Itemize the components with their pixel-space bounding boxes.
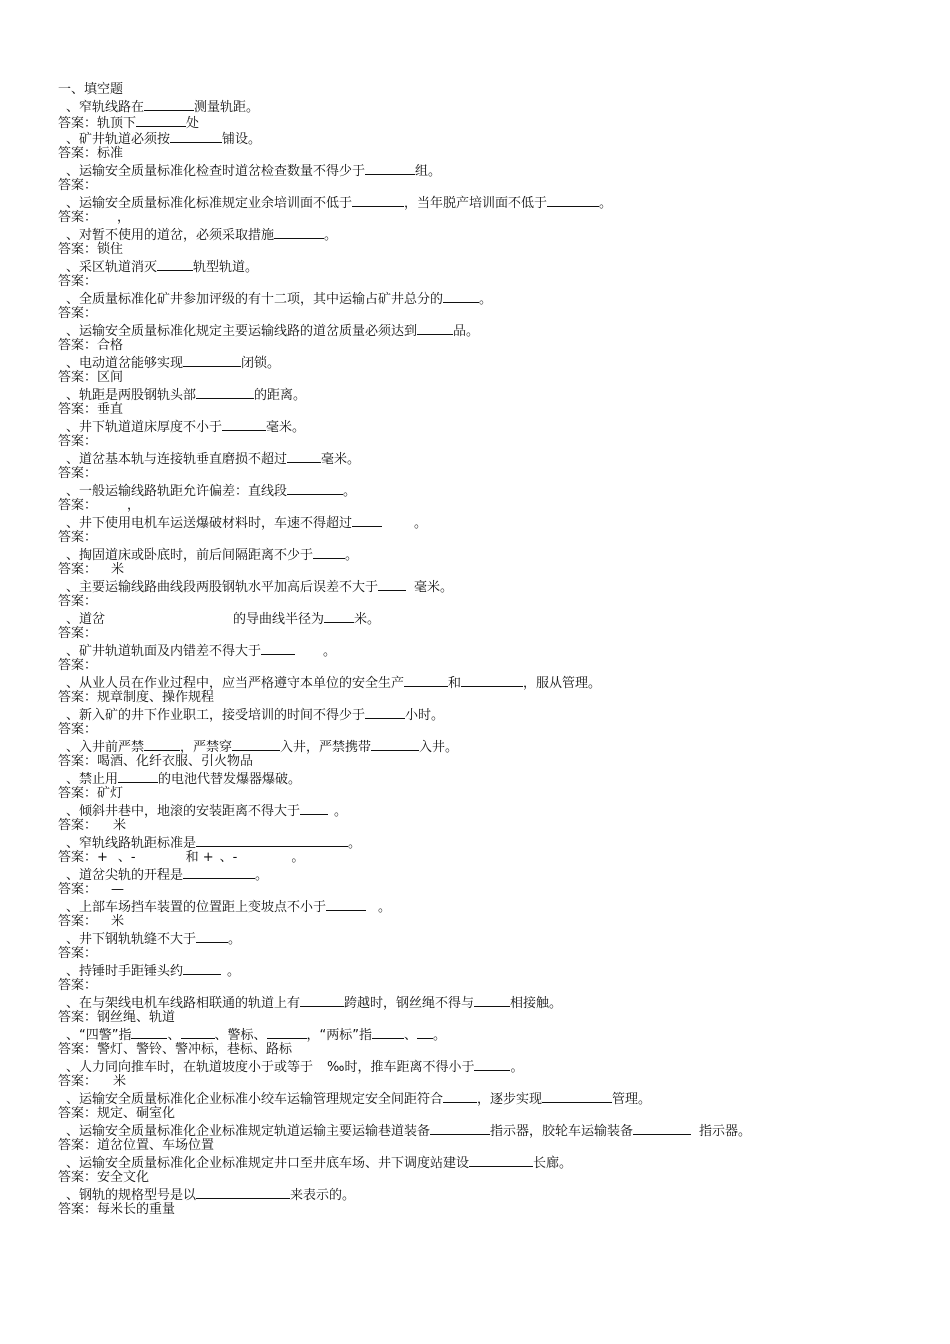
answer-line [58,658,928,674]
question-line [58,290,928,306]
text-segment: 答案： [58,658,98,673]
question-line [58,162,928,178]
text-segment: 。 [255,868,269,883]
text-segment: 、新入矿的井下作业职工，接受培训的时间不得少于 [66,708,366,723]
text-segment: 米 [113,1074,127,1089]
fill-in-blank [352,194,404,207]
answer-line [58,562,928,578]
fill-in-blank [170,130,222,143]
text-segment: 答案： [58,914,98,929]
text-segment: 、井下轨道道床厚度不小于 [66,420,223,435]
text-segment: 答案： [58,306,98,321]
text-segment: 答案： [58,434,98,449]
fill-in-blank [196,386,254,399]
text-segment: 、“四警”指 [66,1028,132,1043]
text-segment: 答案： [58,530,98,545]
text-segment: 答案： [58,722,98,737]
text-segment: 管理。 [612,1092,652,1107]
text-segment: 小时。 [405,708,445,723]
text-segment: 答案： [58,818,98,833]
fill-in-blank [196,1186,290,1199]
answer-line [58,146,928,162]
fill-in-blank [118,770,158,783]
text-segment: 、窄轨线路在 [66,100,145,115]
question-line [58,706,928,722]
fill-in-blank [461,674,523,687]
question-line [58,226,928,242]
question-line [58,386,928,402]
answer-line [58,594,928,610]
text-segment: 的导曲线半径为 [233,612,325,627]
fill-in-blank [131,1026,167,1039]
text-segment: 、从业人员在作业过程中，应当严格遵守本单位的安全生产 [66,676,405,691]
answer-line [58,338,928,354]
question-line [58,546,928,562]
section-title: 一、填空题 [58,82,124,97]
text-segment: 、全质量标准化矿井参加评级的有十二项，其中运输占矿井总分的 [66,292,444,307]
answer-line [58,1106,928,1122]
answer-line [58,370,928,386]
text-segment: 品。 [453,324,480,339]
answer-line [58,530,928,546]
question-line [58,802,928,818]
fill-in-blank [547,194,599,207]
fill-in-blank [232,738,280,751]
fill-in-blank [144,98,194,111]
question-line [58,1026,928,1042]
text-segment: 米 [111,562,125,577]
fill-in-blank [313,546,345,559]
fill-in-blank [196,930,228,943]
fill-in-blank [300,802,328,815]
text-segment: 毫米。 [266,420,306,435]
text-segment: 、电动道岔能够实现 [66,356,184,371]
text-segment: 、上部车场挡车装置的位置距上变坡点不小于 [66,900,327,915]
answer-line [58,466,928,482]
text-segment: 、持锤时手距锤头约 [66,964,184,979]
fill-in-blank [261,642,295,655]
text-segment: 答案：规章制度、操作规程 [58,690,215,705]
fill-in-blank [352,514,382,527]
answer-line [58,1138,928,1154]
text-segment: 。 [227,964,241,979]
fill-in-blank [287,482,343,495]
text-segment: 、 [167,1028,181,1043]
text-segment: 。 [433,1028,447,1043]
fill-in-blank [443,1090,477,1103]
fill-in-blank [542,1090,612,1103]
text-segment: 。 [348,836,362,851]
text-segment: 答案： [58,210,98,225]
text-segment: 答案：+ [58,850,108,865]
text-segment: 答案： [58,274,98,289]
text-segment: — [111,882,125,897]
text-segment: 、运输安全质量标准化规定主要运输线路的道岔质量必须达到 [66,324,418,339]
text-segment: 、运输安全质量标准化企业标准规定井口至井底车场、井下调度站建设 [66,1156,470,1171]
fill-in-blank [324,610,354,623]
text-segment: 答案：喝酒、化纤衣服、引火物品 [58,754,254,769]
text-segment: 、运输安全质量标准化企业标准小绞车运输管理规定安全间距符合 [66,1092,444,1107]
question-line [58,578,928,594]
question-line [58,98,928,114]
fill-in-blank [430,1122,490,1135]
text-segment: 、井下钢轨轨缝不大于 [66,932,197,947]
text-segment: 。 [479,292,493,307]
text-segment: 处 [186,116,200,131]
text-segment: 。 [599,196,613,211]
fill-in-blank [183,354,241,367]
text-segment: 、轨距是两股钢轨头部 [66,388,197,403]
text-segment: 。 [510,1060,524,1075]
answer-line [58,946,928,962]
text-segment: ， [127,498,141,513]
answer-line [58,882,928,898]
text-segment: 答案：警灯、警铃、警冲标，巷标、路标 [58,1042,293,1057]
answer-line [58,786,928,802]
text-segment: 。 [291,850,305,865]
text-segment: 。 [378,900,392,915]
text-segment: 、入井前严禁 [66,740,145,755]
text-segment: 和 [448,676,462,691]
text-segment: 指示器，胶轮车运输装备 [490,1124,634,1139]
fill-in-blank [136,114,186,127]
text-segment: 米 [111,914,125,929]
text-segment: 、钢轨的规格型号是以 [66,1188,197,1203]
question-line [58,610,928,626]
text-segment: 答案：规定、硐室化 [58,1106,176,1121]
question-line [58,866,928,882]
text-segment: 答案：标准 [58,146,124,161]
answer-line [58,274,928,290]
answer-line [58,498,928,514]
fill-in-blank [365,162,415,175]
text-segment: 轨型轨道。 [193,260,259,275]
text-segment: 铺设。 [222,132,262,147]
question-line [58,834,928,850]
fill-in-blank [633,1122,691,1135]
text-segment: 入井，严禁携带 [280,740,372,755]
text-segment: 、矿井轨道轨面及内错差不得大于 [66,644,262,659]
fill-in-blank [222,418,266,431]
text-segment: ‰时，推车距离不得小于 [327,1060,475,1075]
text-segment: 答案：区间 [58,370,124,385]
answer-line [58,210,928,226]
text-segment: 答案：每米长的重量 [58,1202,176,1217]
text-segment: 毫米。 [414,580,454,595]
answer-line [58,626,928,642]
question-line [58,1154,928,1170]
question-line [58,642,928,658]
fill-in-blank [365,706,405,719]
question-line [58,1058,928,1074]
question-list [58,98,928,1218]
text-segment: 的电池代替发爆器爆破。 [158,772,302,787]
question-line [58,1186,928,1202]
text-segment: 答案：垂直 [58,402,124,417]
answer-line [58,114,928,130]
text-segment: 、运输安全质量标准化检查时道岔检查数量不得少于 [66,164,366,179]
fill-in-blank [287,450,321,463]
text-segment: 。 [323,644,337,659]
fill-in-blank [474,994,510,1007]
text-segment: ，严禁穿 [180,740,233,755]
text-segment: 、警标、 [214,1028,267,1043]
answer-line [58,434,928,450]
answer-line [58,402,928,418]
text-segment: 、运输安全质量标准化标准规定业余培训面不低于 [66,196,353,211]
fill-in-blank [378,578,406,591]
question-line [58,770,928,786]
question-line [58,1090,928,1106]
text-segment: ，“两标”指 [306,1028,372,1043]
text-segment: 、倾斜井巷中，地滚的安装距离不得大于 [66,804,301,819]
text-segment: 。 [343,484,357,499]
text-segment: 指示器。 [699,1124,752,1139]
text-segment: 答案：矿灯 [58,786,124,801]
text-segment: 、矿井轨道必须按 [66,132,171,147]
fill-in-blank [181,1026,215,1039]
text-segment: 、井下使用电机车运送爆破材料时，车速不得超过 [66,516,353,531]
text-segment: 、对暂不使用的道岔，必须采取措施 [66,228,275,243]
fill-in-blank [474,1058,510,1071]
question-line [58,450,928,466]
text-segment: 答案： [58,562,98,577]
text-segment: ，服从管理。 [523,676,602,691]
text-segment: 、运输安全质量标准化企业标准规定轨道运输主要运输巷道装备 [66,1124,431,1139]
fill-in-blank [417,1026,433,1039]
fill-in-blank [404,674,448,687]
fill-in-blank [157,258,193,271]
text-segment: 。 [345,548,359,563]
text-segment: 长廊。 [533,1156,573,1171]
fill-in-blank [326,898,366,911]
question-line [58,482,928,498]
text-segment: 答案： [58,594,98,609]
question-line [58,994,928,1010]
answer-line [58,722,928,738]
text-segment: 答案： [58,498,98,513]
fill-in-blank [196,834,348,847]
fill-in-blank [300,994,344,1007]
text-segment: 。 [414,516,428,531]
text-segment: 、道岔尖轨的开程是 [66,868,184,883]
text-segment: 答案：锁住 [58,242,124,257]
text-segment: 、人力同向推车时，在轨道坡度小于或等于 [66,1060,314,1075]
text-segment: 答案：安全文化 [58,1170,150,1185]
fill-in-blank [443,290,479,303]
fill-in-blank [144,738,180,751]
text-segment: 、- [219,850,238,865]
question-line [58,418,928,434]
text-segment: 答案： [58,882,98,897]
text-segment: 。 [228,932,242,947]
text-segment: 答案： [58,978,98,993]
question-line [58,930,928,946]
text-segment: 答案：合格 [58,338,124,353]
answer-line [58,754,928,770]
document-page [58,82,928,1218]
fill-in-blank [183,866,255,879]
text-segment: 、道岔基本轨与连接轨垂直磨损不超过 [66,452,288,467]
answer-line [58,178,928,194]
question-line [58,962,928,978]
text-segment: ，当年脱产培训面不低于 [404,196,548,211]
text-segment: 的距离。 [254,388,307,403]
question-line [58,322,928,338]
text-segment: 毫米。 [321,452,361,467]
answer-line [58,914,928,930]
fill-in-blank [372,1026,404,1039]
text-segment: 、一般运输线路轨距允许偏差：直线段 [66,484,288,499]
question-line [58,130,928,146]
answer-line [58,1202,928,1218]
text-segment: 测量轨距。 [194,100,260,115]
text-segment: 来表示的。 [290,1188,356,1203]
text-segment: 、 [404,1028,418,1043]
text-segment: 。 [334,804,348,819]
text-segment: 答案： [58,626,98,641]
answer-line [58,1010,928,1026]
text-segment: 答案：轨顶下 [58,116,137,131]
question-line [58,258,928,274]
fill-in-blank [183,962,221,975]
text-segment: 。 [324,228,338,243]
answer-line [58,1074,928,1090]
text-segment: 答案： [58,1074,98,1089]
text-segment: 答案： [58,178,98,193]
question-line [58,738,928,754]
answer-line [58,818,928,834]
question-line [58,354,928,370]
fill-in-blank [267,1026,307,1039]
question-line [58,674,928,690]
answer-line [58,850,928,866]
fill-in-blank [371,738,419,751]
answer-line [58,690,928,706]
text-segment: 、采区轨道消灭 [66,260,158,275]
text-segment: 跨越时，钢丝绳不得与 [344,996,475,1011]
text-segment: 答案：钢丝绳、轨道 [58,1010,176,1025]
question-line [58,514,928,530]
text-segment: 、- [117,850,136,865]
text-segment: ，逐步实现 [477,1092,543,1107]
text-segment: 、掏固道床或卧底时，前后间隔距离不少于 [66,548,314,563]
text-segment: 米。 [354,612,381,627]
text-segment: 答案： [58,946,98,961]
text-segment: 闭锁。 [241,356,281,371]
text-segment: 和 + [185,850,214,865]
fill-in-blank [469,1154,533,1167]
question-line [58,194,928,210]
fill-in-blank [417,322,453,335]
text-segment: 答案： [58,466,98,481]
text-segment: 、道岔 [66,612,106,627]
answer-line [58,242,928,258]
question-line [58,1122,928,1138]
text-segment: 答案：道岔位置、车场位置 [58,1138,215,1153]
answer-line [58,306,928,322]
text-segment: 、禁止用 [66,772,119,787]
question-line [58,898,928,914]
answer-line [58,978,928,994]
text-segment: 相接触。 [510,996,563,1011]
text-segment: 、在与架线电机车线路相联通的轨道上有 [66,996,301,1011]
answer-line [58,1042,928,1058]
text-segment: ， [117,210,131,225]
text-segment: 组。 [415,164,442,179]
fill-in-blank [274,226,324,239]
text-segment: 、主要运输线路曲线段两股钢轨水平加高后误差不大于 [66,580,379,595]
text-segment: 、窄轨线路轨距标准是 [66,836,197,851]
text-segment: 入井。 [419,740,459,755]
text-segment: 米 [113,818,127,833]
answer-line [58,1170,928,1186]
